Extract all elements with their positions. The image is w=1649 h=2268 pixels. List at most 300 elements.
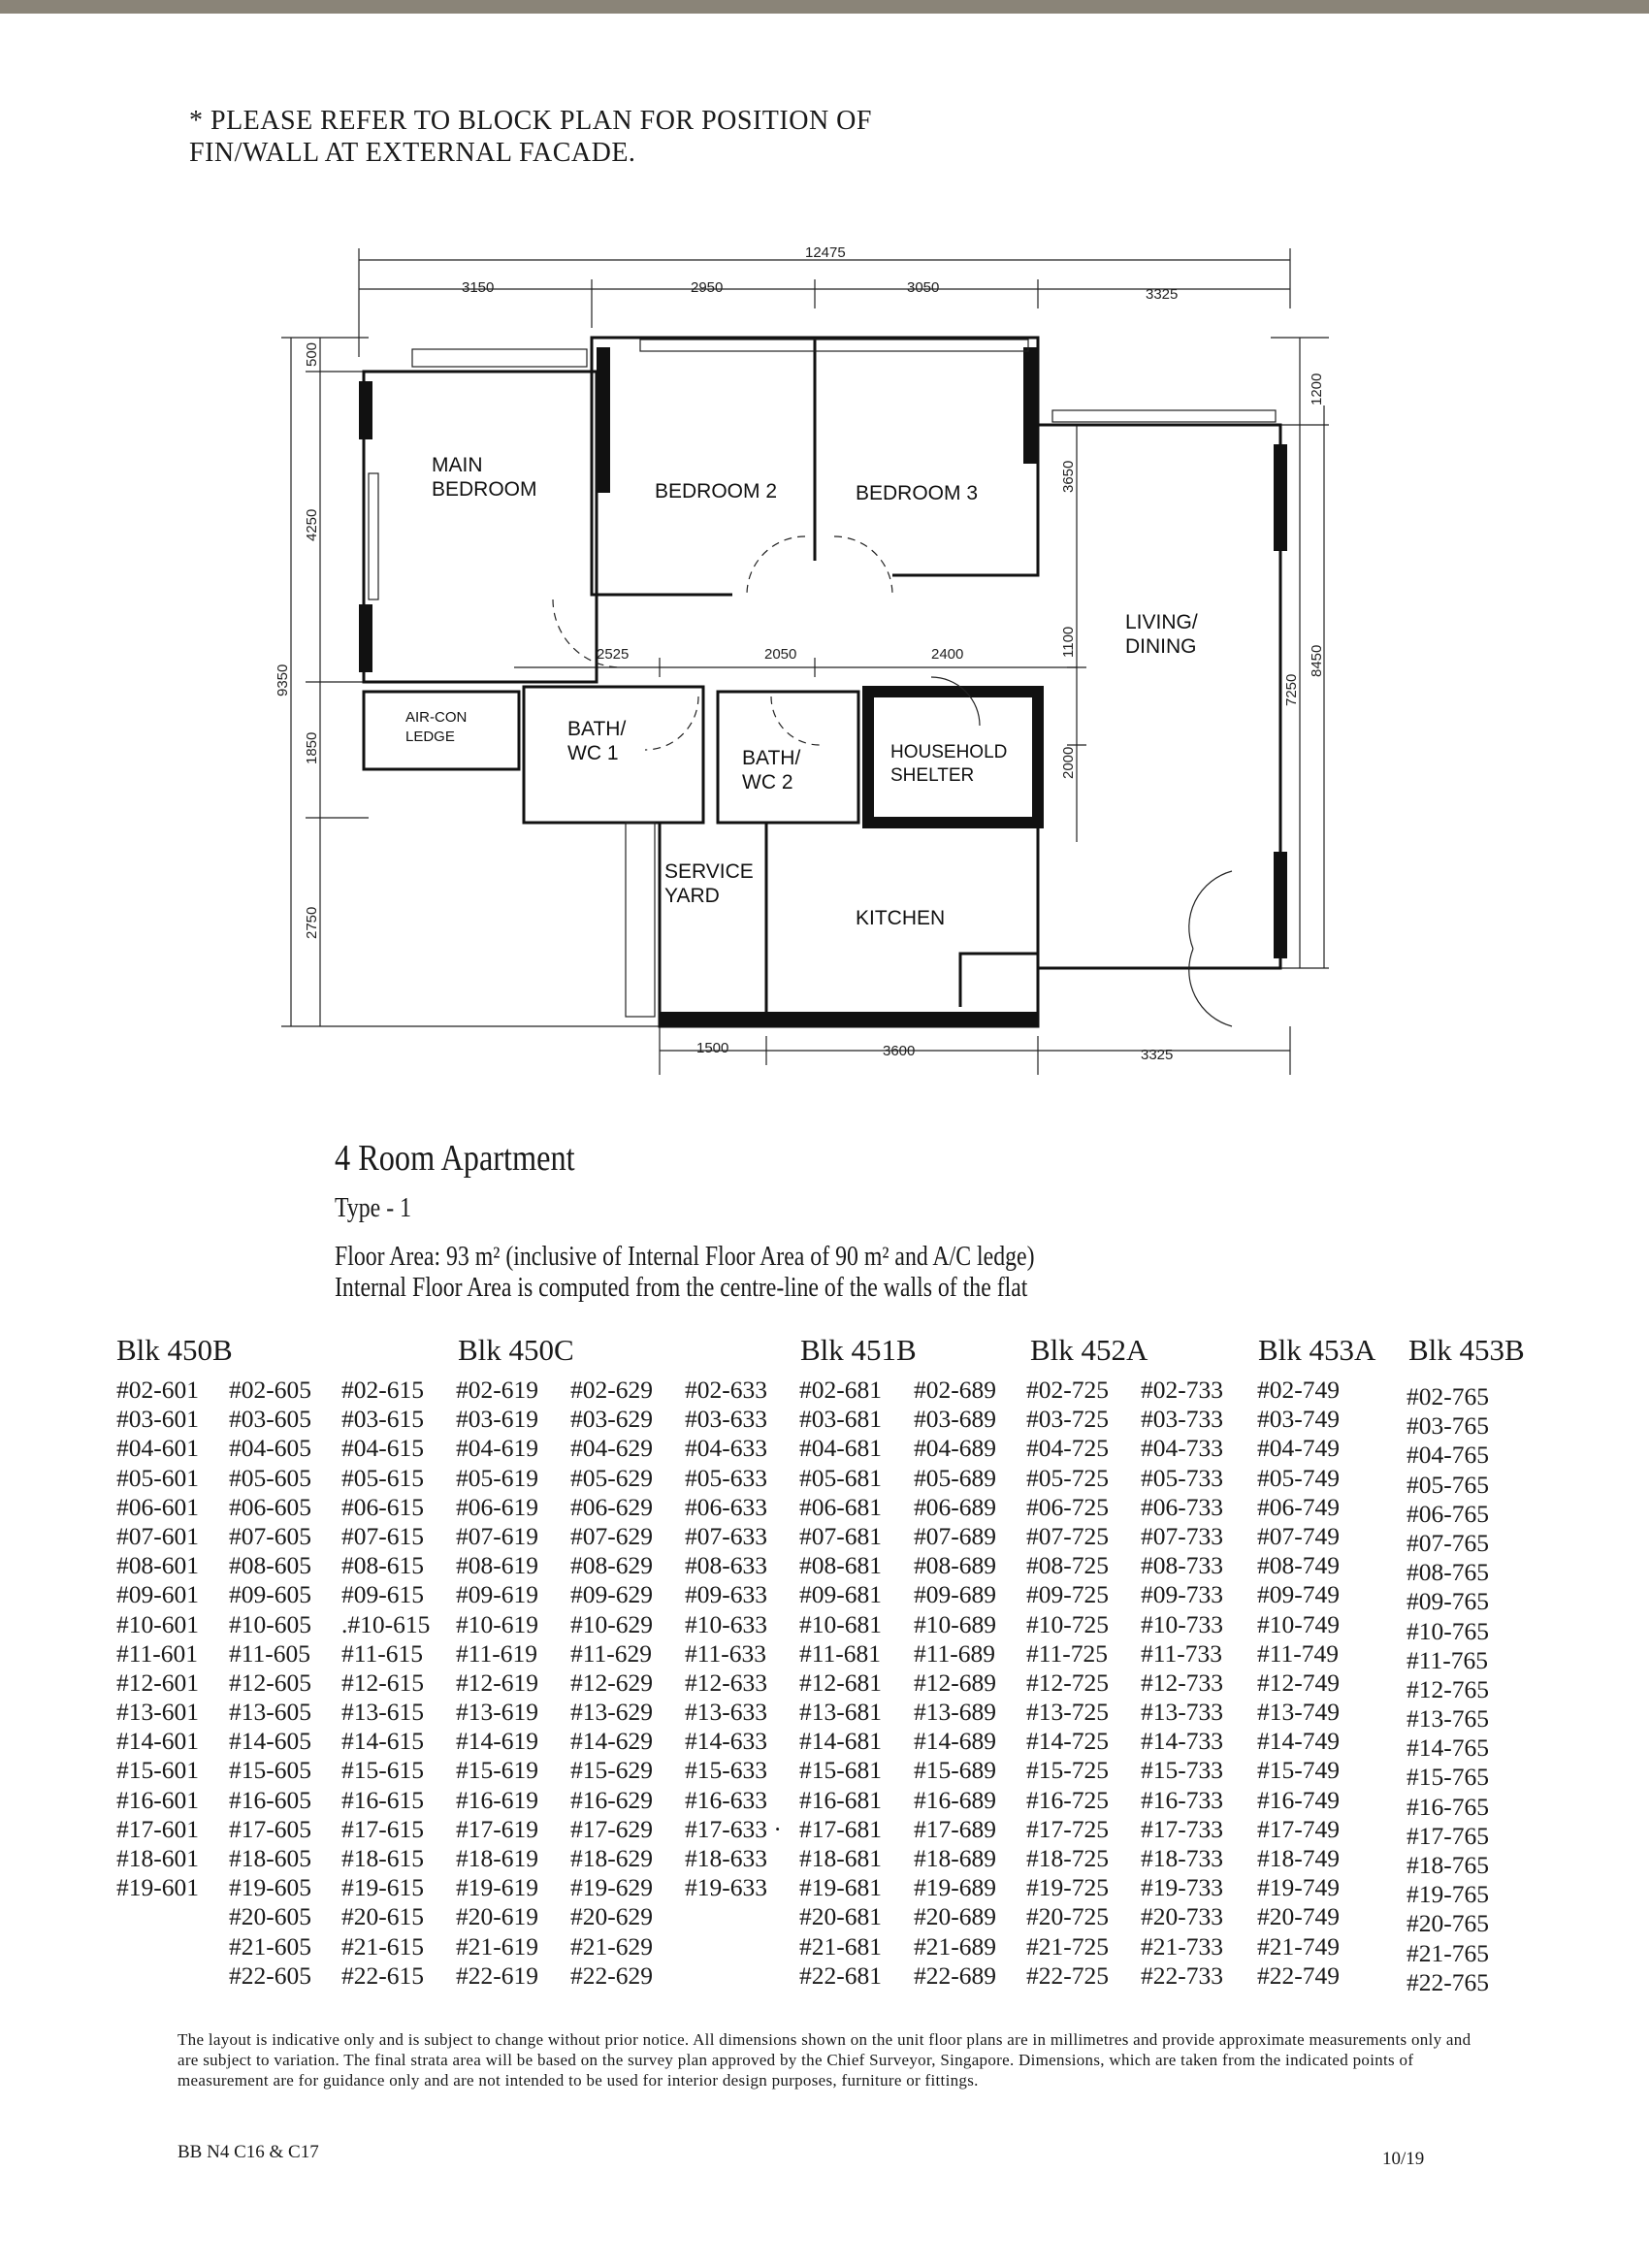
block-header-453b: Blk 453B [1408, 1333, 1525, 1367]
unit-number: #18-689 [914, 1844, 996, 1872]
unit-number: #04-765 [1406, 1441, 1489, 1470]
unit-number: #08-765 [1406, 1558, 1489, 1587]
unit-number: #21-605 [229, 1931, 311, 1960]
unit-number: #19-633 [685, 1873, 767, 1902]
unit-number: #05-725 [1026, 1463, 1109, 1492]
unit-number: #21-765 [1406, 1938, 1489, 1967]
unit-number: #20-615 [341, 1902, 424, 1931]
unit-number: #18-749 [1257, 1844, 1340, 1872]
unit-number: #16-725 [1026, 1785, 1109, 1814]
unit-number: #16-605 [229, 1785, 311, 1814]
unit-number: #12-619 [456, 1668, 538, 1697]
unit-number: #17-633 · [685, 1814, 782, 1843]
unit-number: #04-601 [116, 1434, 199, 1463]
unit-number: #09-601 [116, 1580, 199, 1609]
unit-number: #08-689 [914, 1551, 996, 1580]
unit-number: #21-629 [570, 1931, 653, 1960]
unit-number: #20-733 [1141, 1902, 1223, 1931]
unit-number: #18-633 [685, 1844, 767, 1872]
room-bath-1-line-1: BATH/ [567, 718, 627, 740]
room-service-yard-line-1: SERVICE [664, 860, 754, 883]
unit-number: #11-689 [914, 1638, 996, 1668]
unit-number: #07-689 [914, 1521, 996, 1550]
unit-number: #05-619 [456, 1463, 538, 1492]
unit-number: #04-619 [456, 1434, 538, 1463]
room-living-line-2: DINING [1125, 635, 1197, 658]
unit-number: #03-605 [229, 1405, 311, 1434]
unit-number: #03-615 [341, 1405, 424, 1434]
unit-number: #22-733 [1141, 1960, 1223, 1990]
unit-number: #08-749 [1257, 1551, 1340, 1580]
unit-number: #15-765 [1406, 1763, 1489, 1792]
unit-number: #11-605 [229, 1638, 311, 1668]
facade-note-line-2: FIN/WALL AT EXTERNAL FACADE. [189, 138, 636, 168]
unit-number: #05-689 [914, 1463, 996, 1492]
room-shelter-line-2: SHELTER [890, 765, 975, 786]
unit-number: #20-605 [229, 1902, 311, 1931]
unit-number: #12-765 [1406, 1674, 1489, 1703]
unit-number: #19-725 [1026, 1873, 1109, 1902]
unit-number: #07-749 [1257, 1521, 1340, 1550]
unit-number: #11-615 [341, 1638, 424, 1668]
unit-number: #07-605 [229, 1521, 311, 1550]
apartment-type: Type - 1 [335, 1193, 411, 1223]
internal-area-note: Internal Floor Area is computed from the centre-line of the walls of the flat [335, 1273, 1028, 1303]
unit-number: #17-615 [341, 1814, 424, 1843]
unit-number: #13-615 [341, 1698, 424, 1727]
unit-number: #09-619 [456, 1580, 538, 1609]
unit-number: #21-749 [1257, 1931, 1340, 1960]
unit-number: #15-619 [456, 1756, 538, 1785]
unit-number: #14-601 [116, 1727, 199, 1756]
apartment-title: 4 Room Apartment [335, 1138, 575, 1179]
unit-number: #14-749 [1257, 1727, 1340, 1756]
unit-number: #19-733 [1141, 1873, 1223, 1902]
unit-number: #15-629 [570, 1756, 653, 1785]
unit-number: #08-633 [685, 1551, 767, 1580]
unit-number: #19-619 [456, 1873, 538, 1902]
unit-number: #17-619 [456, 1814, 538, 1843]
block-header-453a: Blk 453A [1258, 1333, 1376, 1367]
room-main-bedroom-line-1: MAIN [432, 454, 483, 476]
unit-number: #14-733 [1141, 1727, 1223, 1756]
room-bath-2-line-2: WC 2 [742, 771, 793, 794]
unit-number: #21-689 [914, 1931, 996, 1960]
unit-number: #13-733 [1141, 1698, 1223, 1727]
unit-number: #21-733 [1141, 1931, 1223, 1960]
unit-number: #10-765 [1406, 1616, 1489, 1645]
unit-number: #10-619 [456, 1609, 538, 1638]
unit-number: #15-605 [229, 1756, 311, 1785]
unit-number: #13-749 [1257, 1698, 1340, 1727]
unit-number: #07-633 [685, 1521, 767, 1550]
unit-number: #22-681 [799, 1960, 882, 1990]
floor-plan [262, 241, 1329, 1094]
unit-number: #19-629 [570, 1873, 653, 1902]
unit-number: #06-765 [1406, 1499, 1489, 1528]
block-header-452a: Blk 452A [1030, 1333, 1148, 1367]
unit-number: #04-749 [1257, 1434, 1340, 1463]
unit-number: #16-765 [1406, 1792, 1489, 1821]
unit-number: #11-619 [456, 1638, 538, 1668]
footer-reference: BB N4 C16 & C17 [178, 2142, 319, 2162]
unit-number: #06-749 [1257, 1492, 1340, 1521]
unit-number: #06-733 [1141, 1492, 1223, 1521]
unit-number: #07-615 [341, 1521, 424, 1550]
unit-number: #21-619 [456, 1931, 538, 1960]
unit-number: #11-601 [116, 1638, 199, 1668]
unit-number: #02-619 [456, 1376, 538, 1404]
unit-number: #18-725 [1026, 1844, 1109, 1872]
dim-left-2: 4250 [304, 508, 320, 541]
unit-number: #20-619 [456, 1902, 538, 1931]
unit-number: #03-601 [116, 1405, 199, 1434]
unit-number: #04-629 [570, 1434, 653, 1463]
unit-column-749 [1257, 1376, 1340, 1991]
unit-number: #22-605 [229, 1960, 311, 1990]
unit-number: #16-633 [685, 1785, 767, 1814]
unit-number: #17-605 [229, 1814, 311, 1843]
unit-number: #22-725 [1026, 1960, 1109, 1990]
unit-number: #04-733 [1141, 1434, 1223, 1463]
unit-number: #02-629 [570, 1376, 653, 1404]
unit-number: #16-629 [570, 1785, 653, 1814]
unit-number: #12-605 [229, 1668, 311, 1697]
unit-number: #08-615 [341, 1551, 424, 1580]
unit-number: #09-629 [570, 1580, 653, 1609]
unit-column-629 [570, 1376, 653, 1991]
unit-number: #06-615 [341, 1492, 424, 1521]
unit-number: #09-749 [1257, 1580, 1340, 1609]
unit-number: #03-629 [570, 1405, 653, 1434]
unit-number: #10-605 [229, 1609, 311, 1638]
block-header-450b: Blk 450B [116, 1333, 233, 1367]
unit-number: #03-619 [456, 1405, 538, 1434]
unit-number: #09-765 [1406, 1587, 1489, 1616]
unit-column-681 [799, 1376, 882, 1991]
unit-number: #19-689 [914, 1873, 996, 1902]
unit-number: #04-633 [685, 1434, 767, 1463]
unit-number: #22-689 [914, 1960, 996, 1990]
unit-number: #16-689 [914, 1785, 996, 1814]
unit-number: #19-615 [341, 1873, 424, 1902]
room-bath-1-line-2: WC 1 [567, 742, 619, 764]
unit-number: #14-615 [341, 1727, 424, 1756]
unit-number: #20-725 [1026, 1902, 1109, 1931]
unit-number: #08-619 [456, 1551, 538, 1580]
unit-number: #11-733 [1141, 1638, 1223, 1668]
unit-number: #15-615 [341, 1756, 424, 1785]
unit-number: #07-601 [116, 1521, 199, 1550]
unit-number: #14-629 [570, 1727, 653, 1756]
unit-number: #16-601 [116, 1785, 199, 1814]
dim-top-2: 2950 [691, 279, 724, 296]
unit-number: #18-681 [799, 1844, 882, 1872]
unit-number: #10-733 [1141, 1609, 1223, 1638]
unit-number: #09-725 [1026, 1580, 1109, 1609]
unit-number: #05-601 [116, 1463, 199, 1492]
unit-number: #02-689 [914, 1376, 996, 1404]
unit-number: #14-605 [229, 1727, 311, 1756]
unit-column-733 [1141, 1376, 1223, 1991]
unit-number: #19-681 [799, 1873, 882, 1902]
dim-inner-3: 2000 [1060, 746, 1077, 779]
unit-number: #08-725 [1026, 1551, 1109, 1580]
unit-number: #21-681 [799, 1931, 882, 1960]
room-bedroom-2: BEDROOM 2 [655, 480, 778, 502]
unit-number: #15-633 [685, 1756, 767, 1785]
unit-number: #14-681 [799, 1727, 882, 1756]
unit-column-725 [1026, 1376, 1109, 1991]
unit-number: #21-615 [341, 1931, 424, 1960]
unit-number: #07-765 [1406, 1528, 1489, 1557]
unit-number: #17-765 [1406, 1821, 1489, 1850]
unit-number: #22-615 [341, 1960, 424, 1990]
disclaimer: The layout is indicative only and is subject to change without prior notice. All dimensions shown on the unit floor plans are in millimetres and provide approximate measurements only and are subject to variation. The final strata area will be based on the survey plan approved by the Chief Surveyor, Singapore. Dimensions, which are taken from the indicated points of measurement are for guidance only and are not intended to be used for interior design purposes, furniture or fittings. [178, 2030, 1471, 2090]
dim-left-1: 500 [304, 341, 320, 367]
unit-number: #12-689 [914, 1668, 996, 1697]
room-main-bedroom-line-2: BEDROOM [432, 478, 537, 501]
unit-column-765 [1406, 1382, 1489, 1997]
unit-number: #11-633 [685, 1638, 767, 1668]
room-shelter-line-1: HOUSEHOLD [890, 742, 1008, 762]
unit-number: #10-601 [116, 1609, 199, 1638]
unit-number: #11-765 [1406, 1645, 1489, 1674]
unit-number: #04-681 [799, 1434, 882, 1463]
unit-number: #10-633 [685, 1609, 767, 1638]
unit-number: #03-725 [1026, 1405, 1109, 1434]
unit-number: #12-629 [570, 1668, 653, 1697]
unit-number: #19-605 [229, 1873, 311, 1902]
unit-number: #18-605 [229, 1844, 311, 1872]
unit-number: #17-725 [1026, 1814, 1109, 1843]
unit-number: #10-681 [799, 1609, 882, 1638]
unit-number: #11-749 [1257, 1638, 1340, 1668]
facade-note [189, 105, 872, 169]
unit-number: #06-681 [799, 1492, 882, 1521]
unit-number: #10-725 [1026, 1609, 1109, 1638]
unit-number: #13-689 [914, 1698, 996, 1727]
unit-number: #03-633 [685, 1405, 767, 1434]
unit-number: #13-765 [1406, 1704, 1489, 1733]
unit-number: #08-629 [570, 1551, 653, 1580]
unit-number: #02-749 [1257, 1376, 1340, 1404]
unit-number: #14-633 [685, 1727, 767, 1756]
room-aircon-line-1: AIR-CON [405, 709, 468, 726]
unit-number: #12-615 [341, 1668, 424, 1697]
unit-number: #13-629 [570, 1698, 653, 1727]
unit-number: #18-619 [456, 1844, 538, 1872]
unit-number: #12-749 [1257, 1668, 1340, 1697]
unit-number: #18-615 [341, 1844, 424, 1872]
unit-number: #02-601 [116, 1376, 199, 1404]
unit-number: #20-749 [1257, 1902, 1340, 1931]
unit-number: #22-619 [456, 1960, 538, 1990]
unit-number: #19-749 [1257, 1873, 1340, 1902]
dim-left-total: 9350 [275, 664, 291, 697]
dim-right-1: 1200 [1309, 373, 1325, 405]
unit-number: #22-765 [1406, 1967, 1489, 1996]
unit-column-689 [914, 1376, 996, 1991]
room-bath-2-line-1: BATH/ [742, 747, 801, 769]
unit-number: #15-689 [914, 1756, 996, 1785]
unit-number: #12-681 [799, 1668, 882, 1697]
room-service-yard-line-2: YARD [664, 885, 720, 907]
unit-number: #02-615 [341, 1376, 424, 1404]
unit-number: #16-681 [799, 1785, 882, 1814]
unit-number: #09-681 [799, 1580, 882, 1609]
unit-number: #07-681 [799, 1521, 882, 1550]
scan-top-edge [0, 0, 1649, 14]
unit-number: #21-725 [1026, 1931, 1109, 1960]
unit-number: #16-619 [456, 1785, 538, 1814]
dim-left-3: 1850 [304, 731, 320, 764]
unit-number: #10-689 [914, 1609, 996, 1638]
unit-number: #20-681 [799, 1902, 882, 1931]
unit-number: #10-629 [570, 1609, 653, 1638]
unit-column-615 [341, 1376, 430, 1991]
room-bedroom-3: BEDROOM 3 [856, 482, 979, 504]
dim-inner-2: 1100 [1060, 626, 1077, 658]
unit-number: #06-725 [1026, 1492, 1109, 1521]
unit-number: #14-689 [914, 1727, 996, 1756]
unit-number: #05-765 [1406, 1470, 1489, 1499]
unit-number: #13-633 [685, 1698, 767, 1727]
block-header-451b: Blk 451B [800, 1333, 917, 1367]
dim-top-3: 3050 [907, 279, 940, 296]
unit-number: #14-725 [1026, 1727, 1109, 1756]
unit-number: #02-733 [1141, 1376, 1223, 1404]
unit-number: #05-629 [570, 1463, 653, 1492]
unit-number: #08-601 [116, 1551, 199, 1580]
unit-number: #12-725 [1026, 1668, 1109, 1697]
dim-left-4: 2750 [304, 906, 320, 939]
dim-mid-2: 2050 [764, 646, 797, 663]
page-number: 10/19 [1382, 2149, 1425, 2169]
unit-number: #02-765 [1406, 1382, 1489, 1410]
unit-number: #19-601 [116, 1873, 199, 1902]
unit-number: #04-605 [229, 1434, 311, 1463]
unit-number: #12-601 [116, 1668, 199, 1697]
unit-number: #05-605 [229, 1463, 311, 1492]
unit-number: #17-689 [914, 1814, 996, 1843]
unit-number: #07-733 [1141, 1521, 1223, 1550]
unit-number: #08-733 [1141, 1551, 1223, 1580]
dim-overall-width: 12475 [805, 244, 846, 261]
unit-number: #02-605 [229, 1376, 311, 1404]
unit-number: #15-725 [1026, 1756, 1109, 1785]
unit-number: #06-605 [229, 1492, 311, 1521]
unit-number: #17-629 [570, 1814, 653, 1843]
unit-number: #20-629 [570, 1902, 653, 1931]
unit-number: #15-733 [1141, 1756, 1223, 1785]
unit-number: #02-681 [799, 1376, 882, 1404]
unit-number: #20-689 [914, 1902, 996, 1931]
dim-mid-3: 2400 [931, 646, 964, 663]
unit-number: #14-765 [1406, 1733, 1489, 1763]
unit-number: #02-633 [685, 1376, 767, 1404]
dim-right-total: 8450 [1309, 644, 1325, 677]
unit-number: #07-725 [1026, 1521, 1109, 1550]
unit-number: #17-681 [799, 1814, 882, 1843]
unit-number: #16-749 [1257, 1785, 1340, 1814]
unit-number: #13-681 [799, 1698, 882, 1727]
unit-number: #03-689 [914, 1405, 996, 1434]
floor-area: Floor Area: 93 m² (inclusive of Internal Floor Area of 90 m² and A/C ledge) [335, 1242, 1035, 1272]
unit-number: #09-615 [341, 1580, 424, 1609]
unit-number: #15-749 [1257, 1756, 1340, 1785]
block-header-450c: Blk 450C [458, 1333, 574, 1367]
room-aircon-line-2: LEDGE [405, 729, 455, 745]
unit-number: #03-681 [799, 1405, 882, 1434]
unit-number: #06-601 [116, 1492, 199, 1521]
unit-number: #05-615 [341, 1463, 424, 1492]
dim-top-1: 3150 [462, 279, 495, 296]
unit-number: #05-633 [685, 1463, 767, 1492]
unit-number: #04-689 [914, 1434, 996, 1463]
unit-number: #13-619 [456, 1698, 538, 1727]
unit-number: #13-605 [229, 1698, 311, 1727]
room-living-line-1: LIVING/ [1125, 611, 1198, 633]
unit-number: #02-725 [1026, 1376, 1109, 1404]
unit-number: #17-733 [1141, 1814, 1223, 1843]
unit-column-601 [116, 1376, 199, 1902]
unit-number: #06-629 [570, 1492, 653, 1521]
unit-number: #04-615 [341, 1434, 424, 1463]
unit-number: #11-725 [1026, 1638, 1109, 1668]
unit-number: #17-749 [1257, 1814, 1340, 1843]
unit-number: #22-629 [570, 1960, 653, 1990]
unit-number: #11-681 [799, 1638, 882, 1668]
unit-number: #18-733 [1141, 1844, 1223, 1872]
unit-number: #06-689 [914, 1492, 996, 1521]
unit-number: #15-681 [799, 1756, 882, 1785]
unit-column-605 [229, 1376, 311, 1991]
unit-number: #09-633 [685, 1580, 767, 1609]
unit-number: #19-765 [1406, 1880, 1489, 1909]
unit-number: #05-733 [1141, 1463, 1223, 1492]
unit-number: #05-749 [1257, 1463, 1340, 1492]
unit-number: #14-619 [456, 1727, 538, 1756]
unit-number: #10-749 [1257, 1609, 1340, 1638]
unit-number: #06-619 [456, 1492, 538, 1521]
dim-right-2: 7250 [1283, 673, 1300, 706]
unit-number: #16-615 [341, 1785, 424, 1814]
unit-number: #16-733 [1141, 1785, 1223, 1814]
dim-top-4: 3325 [1146, 286, 1179, 303]
unit-number: #18-601 [116, 1844, 199, 1872]
unit-number: #17-601 [116, 1814, 199, 1843]
unit-column-619 [456, 1376, 538, 1991]
unit-number: #12-633 [685, 1668, 767, 1697]
unit-number: #11-629 [570, 1638, 653, 1668]
unit-number: #03-749 [1257, 1405, 1340, 1434]
room-kitchen: KITCHEN [856, 907, 946, 929]
dim-bottom-2: 3600 [883, 1043, 916, 1059]
unit-number: #08-605 [229, 1551, 311, 1580]
unit-number: #03-733 [1141, 1405, 1223, 1434]
dim-mid-1: 2525 [597, 646, 630, 663]
unit-number: #09-689 [914, 1580, 996, 1609]
dim-inner-1: 3650 [1060, 460, 1077, 493]
unit-number: #20-765 [1406, 1909, 1489, 1938]
unit-number: #13-601 [116, 1698, 199, 1727]
unit-number: #13-725 [1026, 1698, 1109, 1727]
unit-number: #22-749 [1257, 1960, 1340, 1990]
unit-number: #06-633 [685, 1492, 767, 1521]
unit-number: #12-733 [1141, 1668, 1223, 1697]
unit-number: #15-601 [116, 1756, 199, 1785]
